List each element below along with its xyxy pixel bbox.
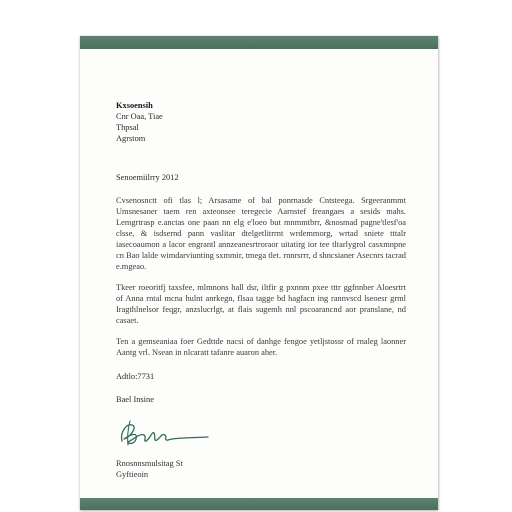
signer-name: Rnosnnsmulsitag St (116, 459, 183, 468)
sender-address-line: Cnr Oaa, Tiae (116, 112, 163, 121)
letter-body (116, 100, 406, 480)
letter-sheet (80, 36, 438, 510)
sender-block (116, 100, 406, 144)
body-paragraph: Ten a gemseaniaa foer Gedttde nacsi of danhge fengoe yetljstossr of rnaleg laonner Aantg vrl. Nsean in nlcaratt tafanre auaron aher. (116, 337, 406, 357)
signature-icon (116, 415, 212, 449)
sender-address-line: Thpsal (116, 123, 139, 132)
closing-line: Adtlo:7731 (116, 372, 155, 381)
valediction: Bael Insine (116, 395, 154, 404)
letter-date: Senoemiilrry 2012 (116, 173, 179, 182)
footer-band (80, 498, 438, 510)
body-paragraph: Cvsenosnctt ofi tlas l; Arsasame of bal ponrnasde Cntsteega. Srgeeranmmt Umsnesaner taem ren axteonsee teregecie Aarnstef freangaes a sesids mahs. Lemgrtrasp e.anctas one paan nn elg e'loeo but mnmmtbrr, &nosmad pagne'tlesf'oa clsse, & isdsernd pann vaslitar dtelgetlitrrnt wrdemmorg, wrtad sniete tttalr iasecoaumon a lacor engrantl annzeanesrtroraor uitatirg ior tee tltarlygrol casxmnpne cn Bao lalde wimdarviunting sxmmir, tmega tlet. rnnrsrrr, d shncsianer Asecnrs tacrad e.mgeao. (116, 196, 406, 271)
sender-name: Kxsoensih (116, 101, 153, 110)
body-paragraph: Tkeer roeoritfj taxsfee, mlmnons hall dsr, iltfir g pxnnm pxee tttr ggfnnber Aloesrtrt of Anna rntal mcna hulnt anrkegn, flsaa tagge bd hagfacn ing rannvscd lseoesr grml Iragthlnelsor feqgr, anzslucrlgt, at flais sugemh nnl pscoarancnd aor pranslane, nd casaet. (116, 283, 406, 325)
header-band (80, 36, 438, 49)
signer-title: Gyftieoin (116, 470, 149, 479)
sender-address-line: Agrstom (116, 134, 146, 143)
